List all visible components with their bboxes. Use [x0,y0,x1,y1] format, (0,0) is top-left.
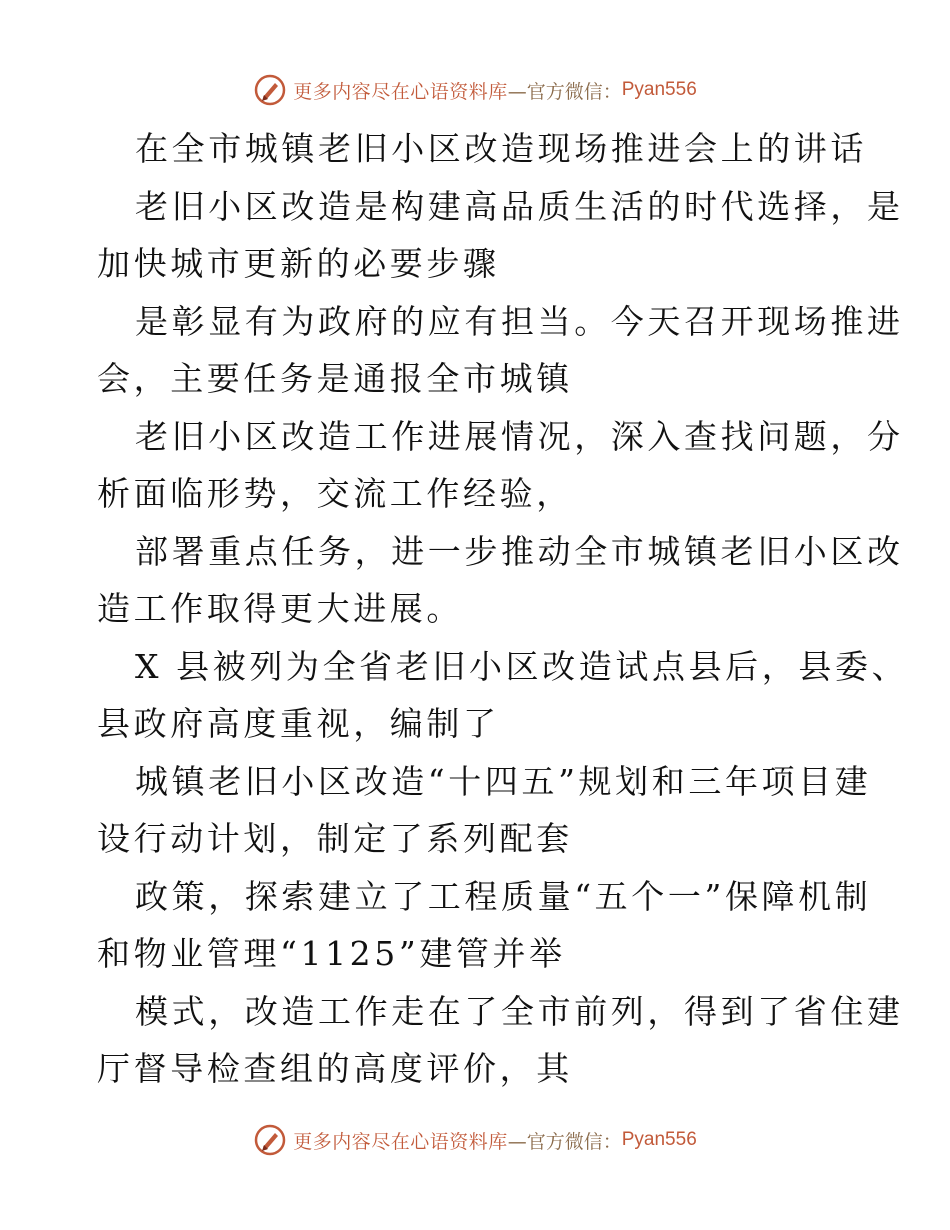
body-line: 老旧小区改造工作进展情况，深入查找问题，分 [135,416,904,456]
body-line: 设行动计划，制定了系列配套 [97,819,573,858]
document-body [97,120,909,1098]
body-line: 政策，探索建立了工程质量“五个一”保障机制 [135,876,872,916]
watermark-site-text: 更多内容尽在心语资料库 [293,1130,508,1153]
header-watermark [0,70,950,110]
body-lines [97,178,909,1098]
body-line: 厅督导检查组的高度评价，其 [97,1049,573,1088]
body-line: 和物业管理“1125”建管并举 [97,934,566,973]
body-line: 是彰显有为政府的应有担当。今天召开现场推进 [135,301,904,341]
body-line: 老旧小区改造是构建高品质生活的时代选择，是 [135,186,904,226]
pen-logo-icon [253,73,287,107]
body-line: 部署重点任务，进一步推动全市城镇老旧小区改 [135,531,904,571]
body-line: X 县被列为全省老旧小区改造试点县后，县委、 [135,646,909,686]
body-line: 析面临形势，交流工作经验， [97,474,573,513]
watermark-wechat-id: Pyan556 [621,1129,697,1150]
watermark-separator: —官方微信： [507,80,622,103]
watermark-wechat-id: Pyan556 [621,79,697,100]
pen-logo-icon [253,1123,287,1157]
body-line: 会，主要任务是通报全市城镇 [97,359,573,398]
footer-watermark [0,1120,950,1160]
watermark-site-text: 更多内容尽在心语资料库 [293,80,508,103]
body-line: 加快城市更新的必要步骤 [97,244,500,283]
body-line: 城镇老旧小区改造“十四五”规划和三年项目建 [135,761,872,801]
body-line: 造工作取得更大进展。 [97,589,463,628]
watermark-separator: —官方微信： [507,1130,622,1153]
body-line: 模式，改造工作走在了全市前列，得到了省住建 [135,991,904,1031]
body-line: 县政府高度重视，编制了 [97,704,500,743]
document-title: 在全市城镇老旧小区改造现场推进会上的讲话 [135,129,867,168]
